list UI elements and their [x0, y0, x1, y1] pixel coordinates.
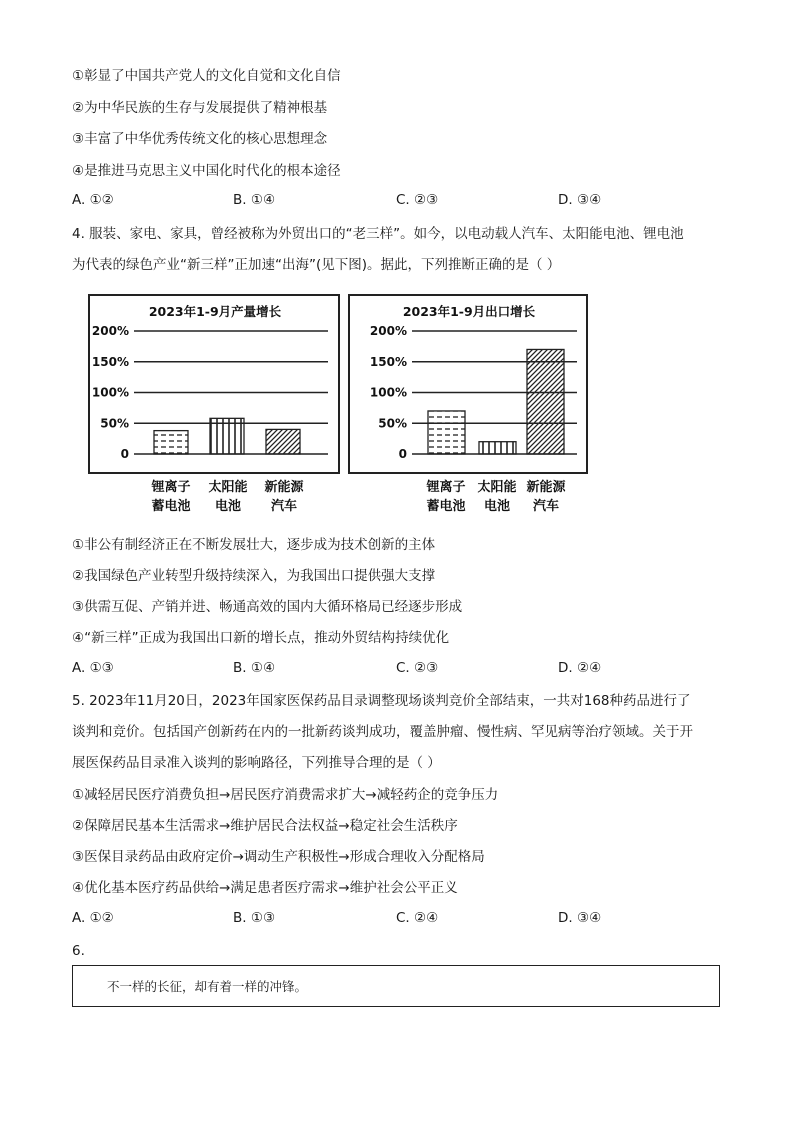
bar: [428, 411, 465, 454]
q5-stem-line-2: 谈判和竞价。包括国产创新药在内的一批新药谈判成功，覆盖肿瘤、慢性病、罕见病等治疗领域。关于开: [72, 724, 693, 740]
q3-option-a[interactable]: A. ①②: [72, 192, 114, 208]
q3-option-c[interactable]: C. ②③: [396, 192, 439, 208]
y-tick-label: 100%: [91, 385, 129, 400]
y-tick-label: 50%: [100, 416, 129, 431]
q3-option-b[interactable]: B. ①④: [233, 192, 276, 208]
q4-option-a[interactable]: A. ①③: [72, 660, 114, 676]
q6-number: 6.: [72, 943, 85, 959]
chart-title: 2023年1-9月出口增长: [402, 304, 536, 319]
q3-item-4: ④是推进马克思主义中国化时代化的根本途径: [72, 163, 341, 179]
q5-options: [72, 910, 732, 930]
q5-option-c[interactable]: C. ②④: [396, 910, 439, 926]
q4-option-d[interactable]: D. ②④: [558, 660, 602, 676]
q5-option-a[interactable]: A. ①②: [72, 910, 114, 926]
y-tick-label: 100%: [369, 385, 407, 400]
chart-title: 2023年1-9月产量增长: [148, 304, 282, 319]
q3-options: [72, 192, 732, 212]
q4-options: [72, 660, 732, 680]
q3-item-1: ①彰显了中国共产党人的文化自觉和文化自信: [72, 68, 341, 84]
q5-item-4: ④优化基本医疗药品供给→满足患者医疗需求→维护社会公平正义: [72, 880, 458, 896]
bar: [210, 418, 244, 454]
y-tick-label: 0: [398, 447, 407, 461]
q4-item-4: ④“新三样”正成为我国出口新的增长点，推动外贸结构持续优化: [72, 630, 450, 646]
production-growth-chart: [88, 294, 342, 520]
q4-stem-line-2: 为代表的绿色产业“新三样”正加速“出海”(见下图)。据此，下列推断正确的是（ ）: [72, 257, 561, 273]
category-label: 蓄电池: [151, 499, 191, 514]
q5-item-2: ②保障居民基本生活需求→维护居民合法权益→稳定社会生活秩序: [72, 818, 458, 834]
q4-item-1: ①非公有制经济正在不断发展壮大，逐步成为技术创新的主体: [72, 537, 436, 553]
category-label: 汽车: [270, 499, 298, 514]
export-growth-chart: [348, 294, 590, 520]
bar: [527, 349, 564, 454]
y-tick-label: 0: [120, 447, 129, 461]
q5-option-b[interactable]: B. ①③: [233, 910, 276, 926]
q3-option-d[interactable]: D. ③④: [558, 192, 602, 208]
q4-stem-line-1: 4. 服装、家电、家具，曾经被称为外贸出口的“老三样”。如今，以电动载人汽车、太阳能电池、锂电池: [72, 226, 684, 242]
category-label: 太阳能: [208, 480, 248, 495]
category-label: 电池: [214, 499, 242, 514]
category-label: 新能源: [526, 480, 566, 495]
y-tick-label: 50%: [378, 416, 407, 431]
category-label: 蓄电池: [426, 499, 466, 514]
q5-item-3: ③医保目录药品由政府定价→调动生产积极性→形成合理收入分配格局: [72, 849, 485, 865]
q4-item-3: ③供需互促、产销并进、畅通高效的国内大循环格局已经逐步形成: [72, 599, 463, 615]
bar: [154, 431, 188, 454]
q4-item-2: ②我国绿色产业转型升级持续深入，为我国出口提供强大支撑: [72, 568, 436, 584]
q5-stem-line-1: 5. 2023年11月20日，2023年国家医保药品目录调整现场谈判竞价全部结束，一共对168种药品进行了: [72, 693, 691, 709]
category-label: 新能源: [264, 480, 304, 495]
y-tick-label: 150%: [369, 354, 407, 369]
q5-item-1: ①减轻居民医疗消费负担→居民医疗消费需求扩大→减轻药企的竞争压力: [72, 787, 499, 803]
y-tick-label: 150%: [91, 354, 129, 369]
y-tick-label: 200%: [91, 324, 129, 338]
bar: [479, 442, 516, 454]
category-label: 锂离子: [151, 480, 191, 495]
category-label: 汽车: [532, 499, 560, 514]
q5-stem-line-3: 展医保药品目录准入谈判的影响路径，下列推导合理的是（ ）: [72, 755, 441, 771]
q3-item-2: ②为中华民族的生存与发展提供了精神根基: [72, 100, 328, 116]
q5-option-d[interactable]: D. ③④: [558, 910, 602, 926]
q4-option-c[interactable]: C. ②③: [396, 660, 439, 676]
q3-item-3: ③丰富了中华优秀传统文化的核心思想理念: [72, 131, 328, 147]
q6-box-text: 不一样的长征，却有着一样的冲锋。: [107, 979, 308, 994]
category-label: 太阳能: [477, 480, 517, 495]
q6-material-box: [72, 965, 720, 1007]
q4-option-b[interactable]: B. ①④: [233, 660, 276, 676]
y-tick-label: 200%: [369, 324, 407, 338]
category-label: 锂离子: [426, 480, 466, 495]
category-label: 电池: [483, 499, 511, 514]
bar: [266, 429, 300, 454]
